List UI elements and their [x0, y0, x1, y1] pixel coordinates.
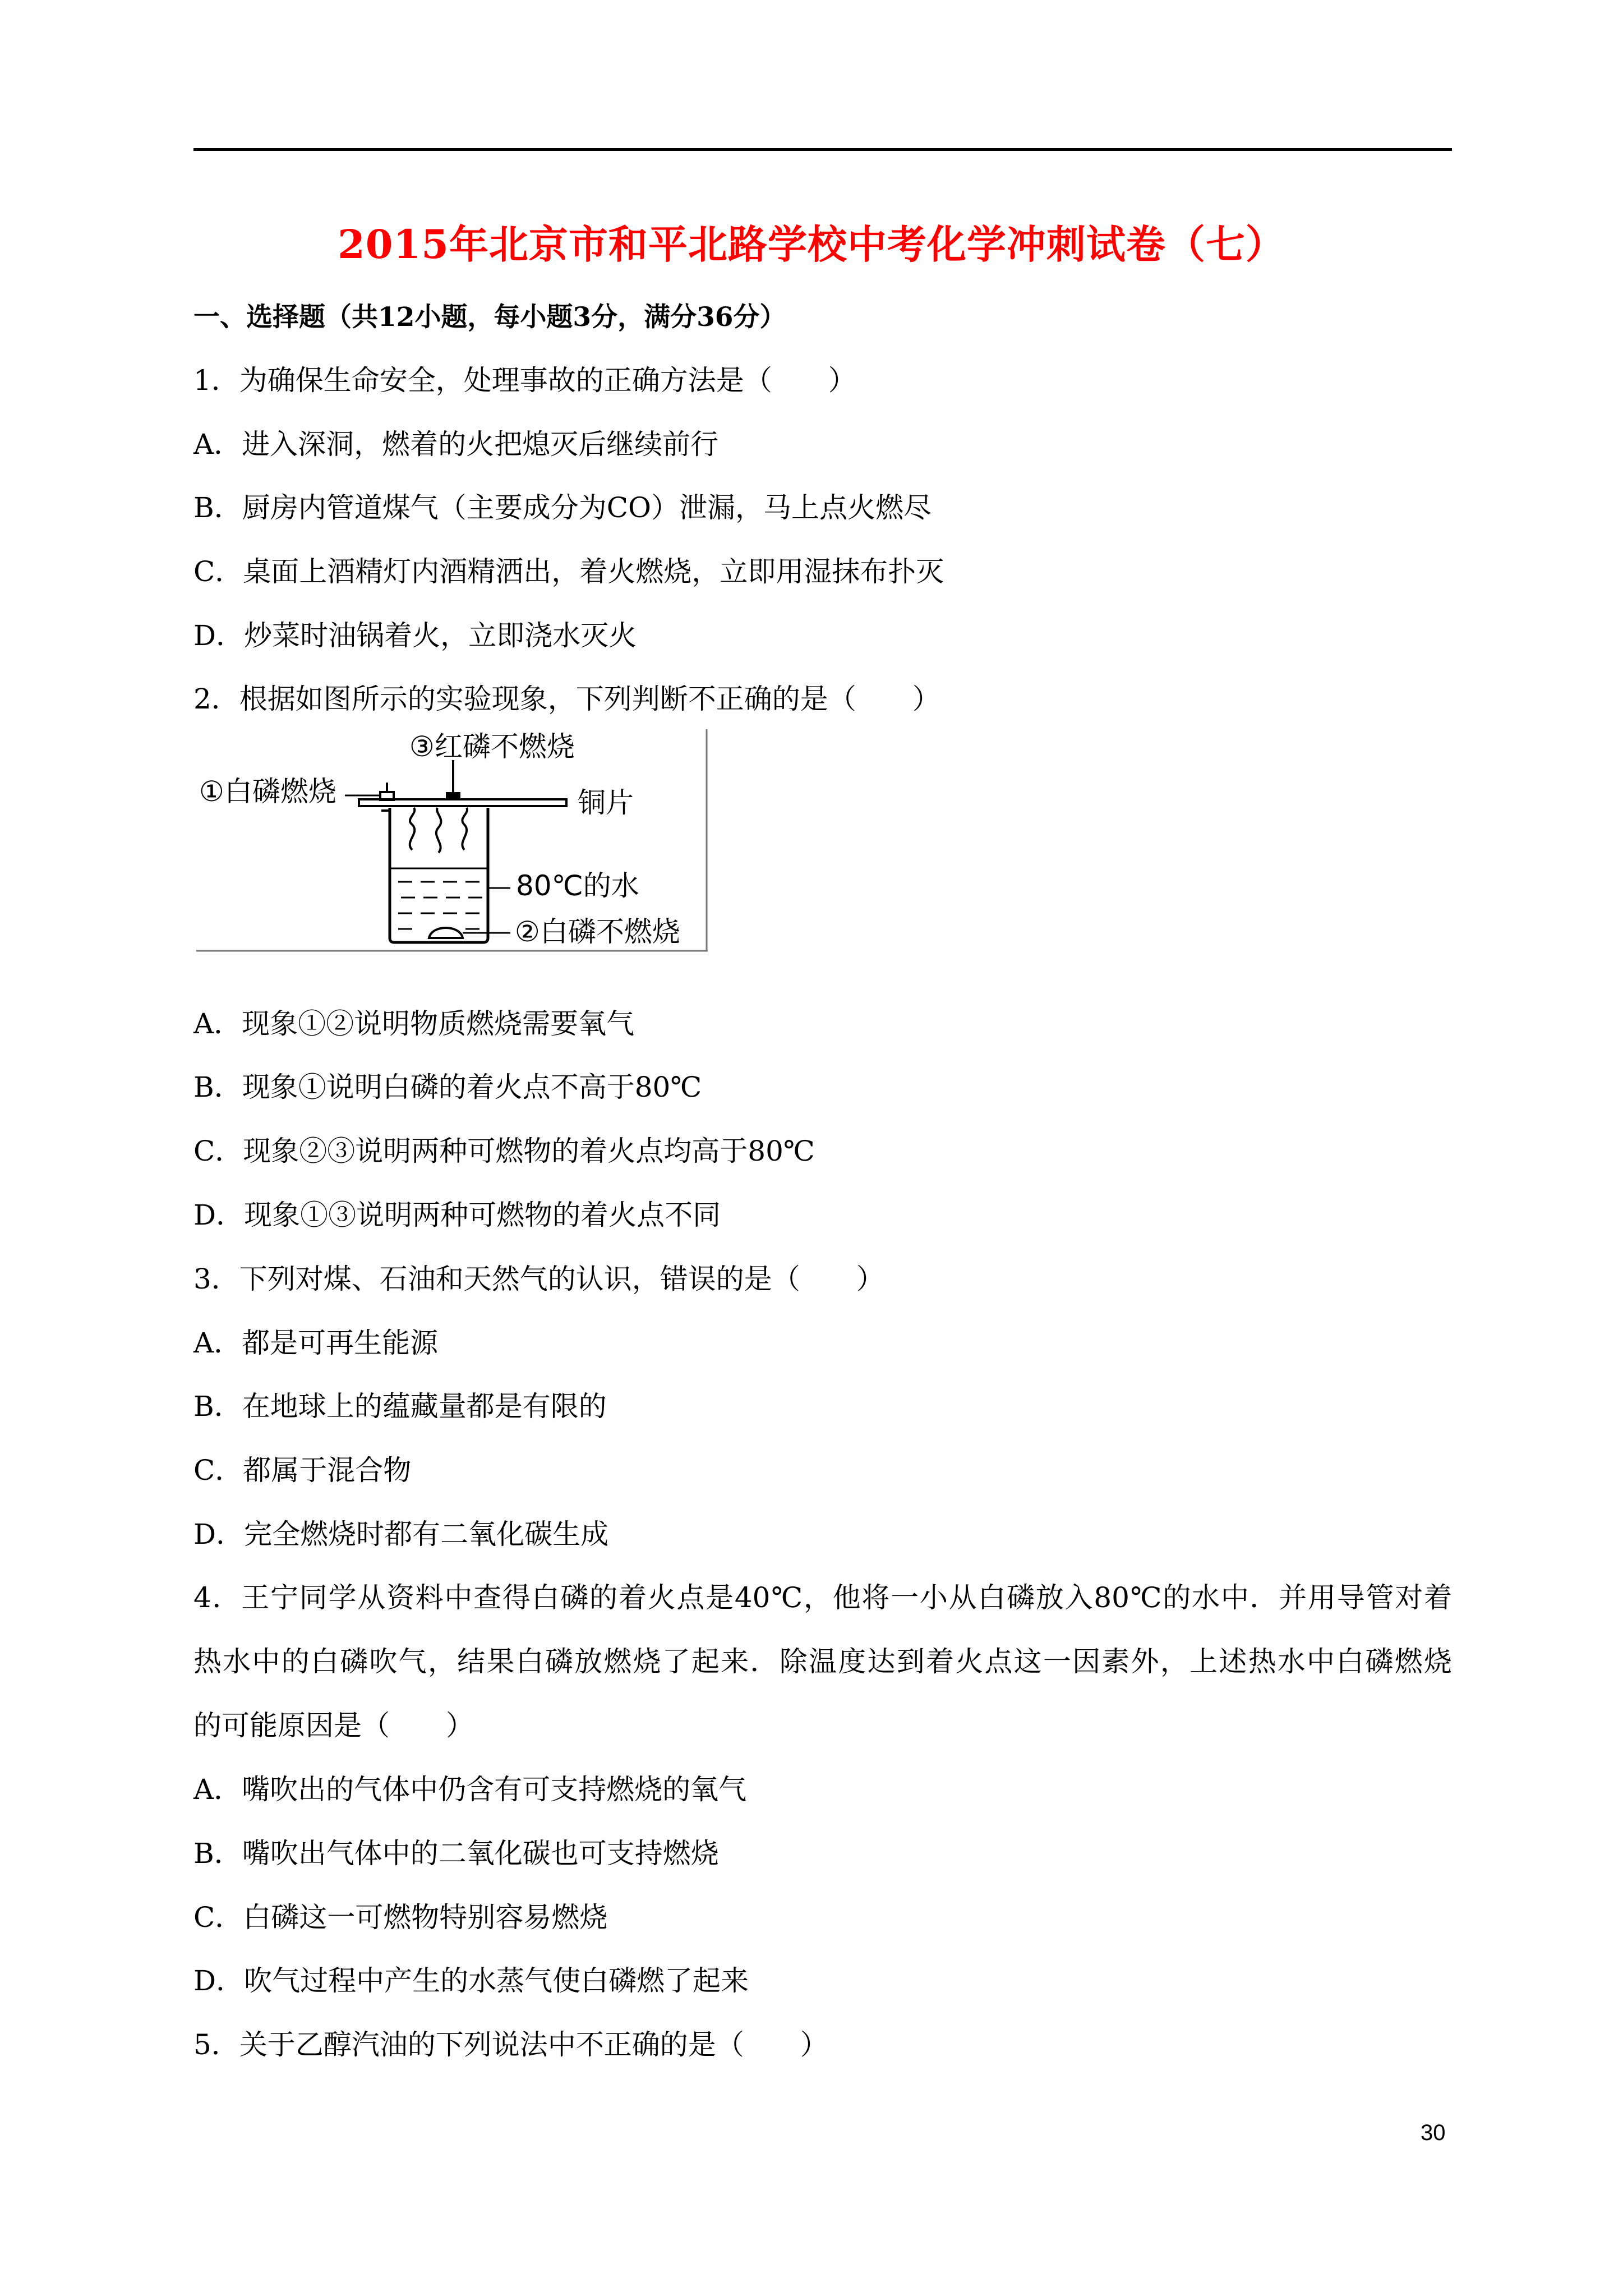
question-4-option-d: D．吹气过程中产生的水蒸气使白磷燃了起来: [193, 1964, 749, 1997]
question-5: 5．关于乙醇汽油的下列说法中不正确的是（ ）: [193, 2028, 828, 2061]
question-2-option-d: D．现象①③说明两种可燃物的着火点不同: [193, 1199, 721, 1231]
question-1-option-c: C．桌面上酒精灯内酒精洒出，着火燃烧，立即用湿抹布扑灭: [193, 555, 944, 588]
question-3-option-c: C．都属于混合物: [193, 1454, 412, 1487]
question-3-option-a: A．都是可再生能源: [193, 1327, 439, 1359]
question-1: 1．为确保生命安全，处理事故的正确方法是（ ）: [193, 364, 856, 397]
question-4-option-c: C．白磷这一可燃物特别容易燃烧: [193, 1901, 608, 1934]
question-4-line-1: 4．王宁同学从资料中查得白磷的着火点是40℃，他将一小从白磷放入80℃的水中．并用导管对着: [193, 1581, 1452, 1614]
experiment-figure: [196, 729, 709, 954]
question-2-option-c: C．现象②③说明两种可燃物的着火点均高于80℃: [193, 1135, 815, 1167]
section-heading: 一、选择题（共12小题，每小题3分，满分36分）: [193, 302, 786, 333]
question-4-option-b: B．嘴吹出气体中的二氧化碳也可支持燃烧: [193, 1837, 719, 1870]
question-3: 3．下列对煤、石油和天然气的认识，错误的是（ ）: [193, 1263, 884, 1295]
question-1-option-a: A．进入深洞，燃着的火把熄灭后继续前行: [193, 428, 719, 461]
question-4-option-a: A．嘴吹出的气体中仍含有可支持燃烧的氧气: [193, 1773, 747, 1806]
label-copper-plate: 铜片: [578, 786, 634, 819]
exam-title: 2015年北京市和平北路学校中考化学冲刺试卷（七）: [338, 221, 1285, 268]
question-3-option-d: D．完全燃烧时都有二氧化碳生成: [193, 1518, 609, 1550]
question-2-option-b: B．现象①说明白磷的着火点不高于80℃: [193, 1071, 702, 1103]
label-white-phosphorus-no: ②白磷不燃烧: [515, 915, 680, 948]
question-4-line-3: 的可能原因是（ ）: [193, 1709, 474, 1742]
page-number: 30: [1421, 2120, 1446, 2145]
red-phosphorus: [446, 792, 460, 800]
header-rule: [193, 148, 1452, 151]
label-water: 80℃的水: [516, 869, 639, 902]
question-2: 2．根据如图所示的实验现象，下列判断不正确的是（ ）: [193, 683, 940, 715]
white-phosphorus-underwater: [429, 928, 463, 938]
question-3-option-b: B．在地球上的蕴藏量都是有限的: [193, 1390, 607, 1423]
question-2-option-a: A．现象①②说明物质燃烧需要氧气: [193, 1007, 635, 1040]
question-1-option-b: B．厨房内管道煤气（主要成分为CO）泄漏，马上点火燃尽: [193, 491, 932, 524]
question-1-option-d: D．炒菜时油锅着火，立即浇水灭火: [193, 619, 637, 652]
label-white-phosphorus-burning: ①白磷燃烧: [199, 775, 336, 808]
experiment-diagram: [196, 729, 709, 954]
question-4-line-2: 热水中的白磷吹气，结果白磷放燃烧了起来．除温度达到着火点这一因素外，上述热水中白磷燃烧: [193, 1645, 1452, 1678]
label-red-phosphorus: ③红磷不燃烧: [409, 730, 575, 763]
